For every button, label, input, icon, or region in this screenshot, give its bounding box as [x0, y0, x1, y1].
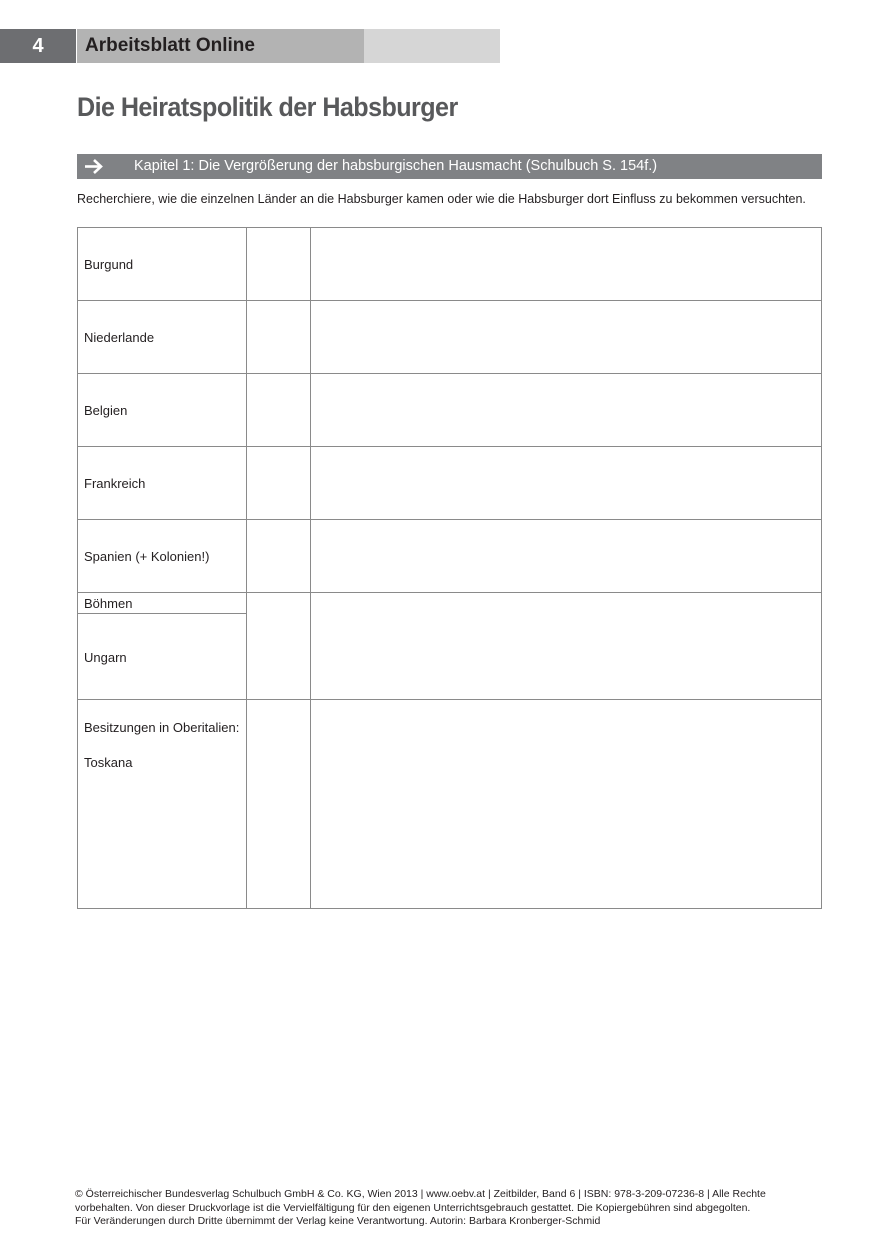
row-divider [78, 446, 821, 447]
header-decoration [364, 29, 500, 63]
chapter-heading: Kapitel 1: Die Vergrößerung der habsburgischen Hausmacht (Schulbuch S. 154f.) [134, 158, 658, 174]
row-label-spanien: Spanien (+ Kolonien!) [84, 549, 210, 564]
row-divider [78, 373, 821, 374]
arrow-right-icon [83, 158, 105, 175]
footer-line: vorbehalten. Von dieser Druckvorlage ist die Vervielfältigung für den eigenen Unterrichtsgebrauch gestattet. Die Kopiergebühren sind abgegolten. [75, 1201, 751, 1214]
row-divider [78, 699, 821, 700]
row-divider [78, 300, 821, 301]
column-divider [310, 228, 311, 908]
page-number: 4 [0, 29, 76, 63]
row-label-oberitalien: Besitzungen in Oberitalien: [84, 720, 240, 735]
row-label-niederlande: Niederlande [84, 330, 155, 345]
row-sublabel-toskana: Toskana [84, 755, 133, 770]
page-title: Die Heiratspolitik der Habsburger [77, 92, 458, 122]
footer-line: Für Veränderungen durch Dritte übernimmt der Verlag keine Verantwortung. Autorin: Barbara Kronberger-Schmid [75, 1215, 601, 1227]
row-label-belgien: Belgien [84, 403, 128, 418]
page-header [0, 29, 500, 63]
research-table [77, 227, 822, 909]
footer-line: © Österreichischer Bundesverlag Schulbuch GmbH & Co. KG, Wien 2013 | www.oebv.at | Zeitbilder, Band 6 | ISBN: 978-3-209-07236-8 | Alle Rechte [75, 1188, 766, 1200]
instruction-text: Recherchiere, wie die einzelnen Länder an die Habsburger kamen oder wie die Habsburger dort Einfluss zu bekommen versuchten. [77, 192, 806, 206]
column-divider [246, 228, 247, 908]
row-divider [78, 592, 821, 593]
section-label: Arbeitsblatt Online [77, 29, 364, 63]
row-label-ungarn: Ungarn [84, 650, 127, 665]
row-divider [78, 613, 246, 614]
row-label-frankreich: Frankreich [84, 476, 146, 491]
copyright-footer [75, 1188, 815, 1229]
row-label-burgund: Burgund [84, 257, 134, 272]
row-label-boehmen: Böhmen [84, 596, 133, 611]
chapter-banner [77, 154, 822, 179]
row-divider [78, 519, 821, 520]
